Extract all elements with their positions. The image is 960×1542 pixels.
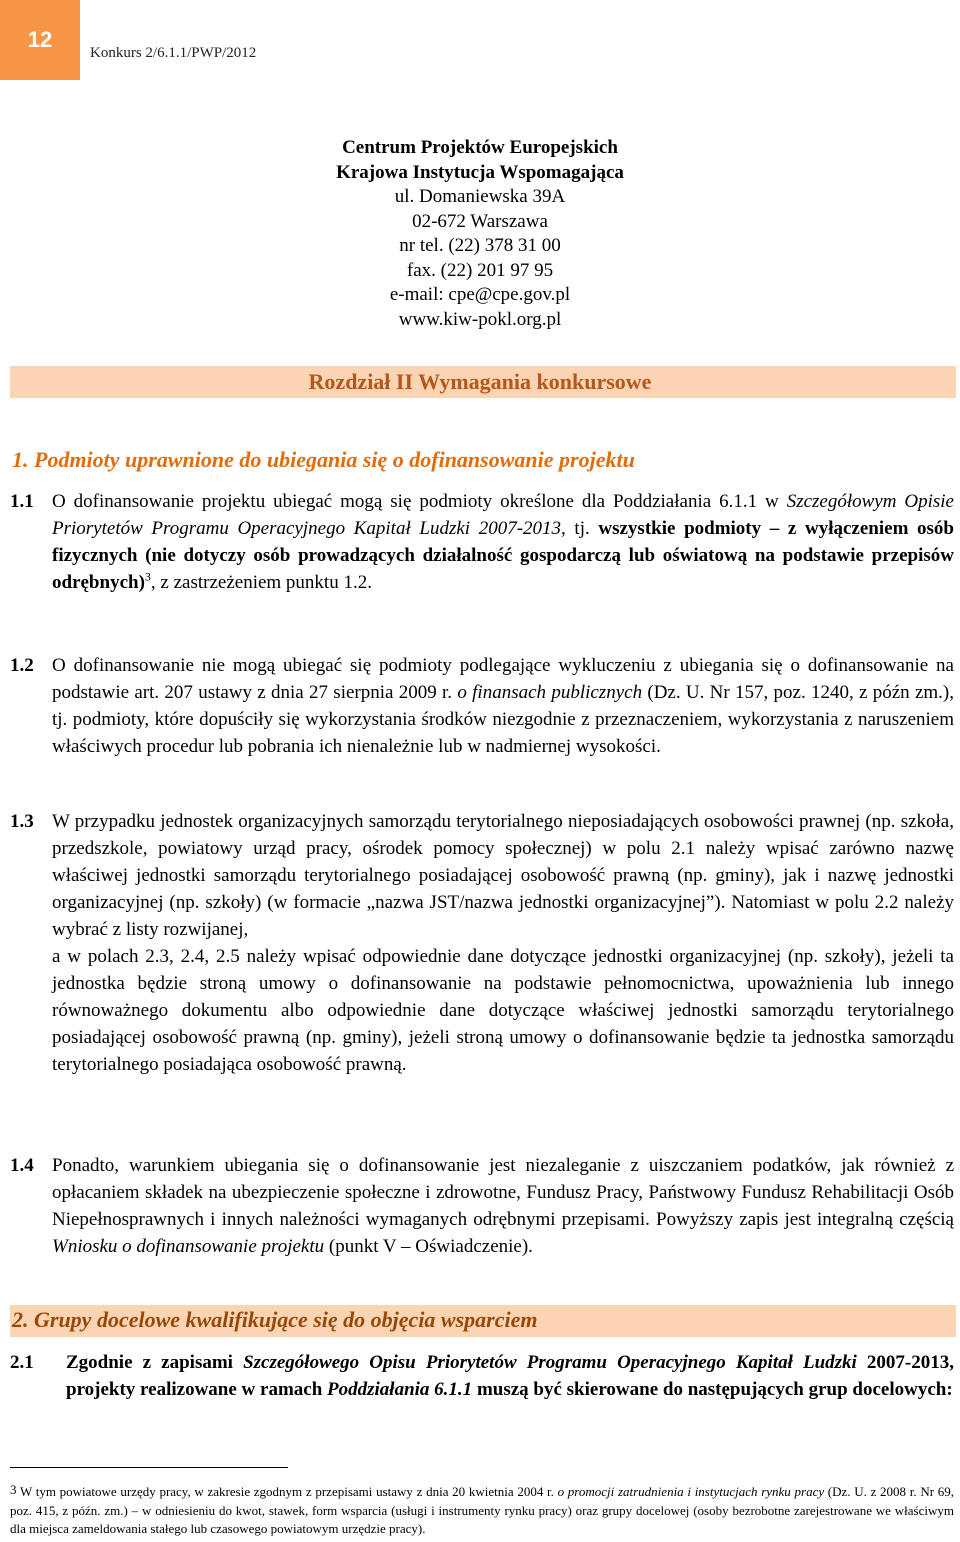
footnote-mark: 3 (10, 1482, 17, 1497)
p13-number: 1.3 (10, 811, 34, 832)
address-website: www.kiw-pokl.org.pl (398, 308, 562, 330)
chapter-title: Rozdział II Wymagania konkursowe (308, 369, 652, 394)
page-number: 12 (27, 27, 53, 52)
address-phone: nr tel. (22) 378 31 00 (399, 235, 561, 256)
page-number-badge (0, 0, 80, 80)
paragraph-1-4: Ponadto, warunkiem ubiegania się o dofinansowanie jest niezaleganie z uiszczaniem podatków, jak również z opłacaniem składek na ubezpieczenie społeczne i zdrowotne, Fundusz Pracy, Państwowy Fundusz Rehabilitacji Osób Niepełnosprawnych i innych należności wymaganych odrębnymi przepisami. Powyższy zapis jest integralną częścią Wniosku o dofinansowanie projektu (punkt V – Oświadczenie). (52, 1155, 954, 1257)
address-org: Centrum Projektów Europejskich (342, 137, 618, 158)
paragraph-2-1: Zgodnie z zapisami Szczegółowego Opisu Priorytetów Programu Operacyjnego Kapitał Ludzki 2007-2013, projekty realizowane w ramach Poddziałania 6.1.1 muszą być skierowane do następujących grup docelowych: (66, 1352, 955, 1400)
address-street: ul. Domaniewska 39A (394, 186, 566, 207)
address-city: 02-672 Warszawa (412, 210, 548, 232)
address-email: e-mail: cpe@cpe.gov.pl (389, 284, 571, 305)
p21-number: 2.1 (10, 1352, 34, 1373)
section-1-heading: 1. Podmioty uprawnione do ubiegania się o dofinansowanie projektu (12, 447, 635, 472)
paragraph-1-3: W przypadku jednostek organizacyjnych samorządu terytorialnego nieposiadających osobowości prawnej (np. szkoła, przedszkole, powiatowy urząd pracy, ośrodek pomocy społecznej) w polu 2.1 należy wpisać zarówno nazwę właściwej jednostki samorządu terytorialnego posiadającej osobowość prawną (np. gminy), jak i nazwę jednostki organizacyjnej (np. szkoły) (w formacie „nazwa JST/nazwa jednostki organizacyjnej”). Natomiast w polu 2.2 należy wybrać z listy rozwijanej, a w polach 2.3, 2.4, 2.5 należy wpisać odpowiednie dane dotyczące jednostki organizacyjnej (np. szkoły), jeżeli ta jednostka będzie stroną umowy o dofinansowanie na podstawie pełnomocnictwa, upoważnienia lub innego równoważnego dokumentu albo odpowiednie dane dotyczące właściwej jednostki samorządu terytorialnego posiadającej osobowość prawną (np. gminy), jeżeli stroną umowy o dofinansowanie będzie ta jednostka samorządu terytorialnego posiadająca osobowość prawną. (52, 811, 954, 1075)
address-fax: fax. (22) 201 97 95 (406, 259, 554, 281)
address-institution: Krajowa Instytucja Wspomagająca (336, 161, 624, 183)
running-header: Konkurs 2/6.1.1/PWP/2012 (90, 45, 257, 61)
footnote: 3 W tym powiatowe urzędy pracy, w zakresie zgodnym z przepisami ustawy z dnia 20 kwietnia 2004 r. o promocji zatrudnienia i instytucjach rynku pracy (Dz. U. z 2008 r. Nr 69, poz. 415, z późn. zm.) – w odniesieniu do kwot, stawek, form wsparcia (usługi i instrumenty rynku pracy) oraz grupy docelowej (osoby bezrobotne zarejestrowane we właściwym dla miejsca zameldowania stałego lub czasowego powiatowym urzędzie pracy). (10, 1482, 954, 1536)
paragraph-1-1: O dofinansowanie projektu ubiegać mogą się podmioty określone dla Poddziałania 6.1.1 w Szczegółowym Opisie Priorytetów Programu Operacyjnego Kapitał Ludzki 2007-2013, tj. wszystkie podmioty – z wyłączeniem osób fizycznych (nie dotyczy osób prowadzących działalność gospodarczą lub oświatową na podstawie przepisów odrębnych)$^3$, z zastrzeżeniem punktu 1.2. (52, 491, 954, 593)
p14-number: 1.4 (10, 1155, 34, 1176)
footnote-separator (10, 1467, 288, 1468)
p12-number: 1.2 (10, 655, 34, 676)
section-2-heading: 2. Grupy docelowe kwalifikujące się do objęcia wsparciem (12, 1307, 538, 1332)
paragraph-1-2: O dofinansowanie nie mogą ubiegać się podmioty podlegające wykluczeniu z ubiegania się o dofinansowanie na podstawie art. 207 ustawy z dnia 27 sierpnia 2009 r. o finansach publicznych (Dz. U. Nr 157, poz. 1240, z późn zm.), tj. podmioty, które dopuściły się wykorzystania środków niezgodnie z przeznaczeniem, wykorzystania z naruszeniem właściwych procedur lub pobrania ich nienależnie lub w nadmiernej wysokości. (52, 655, 955, 757)
footnote-ref: 3 (144, 569, 151, 584)
p11-number: 1.1 (10, 491, 34, 512)
address-block (0, 136, 960, 332)
